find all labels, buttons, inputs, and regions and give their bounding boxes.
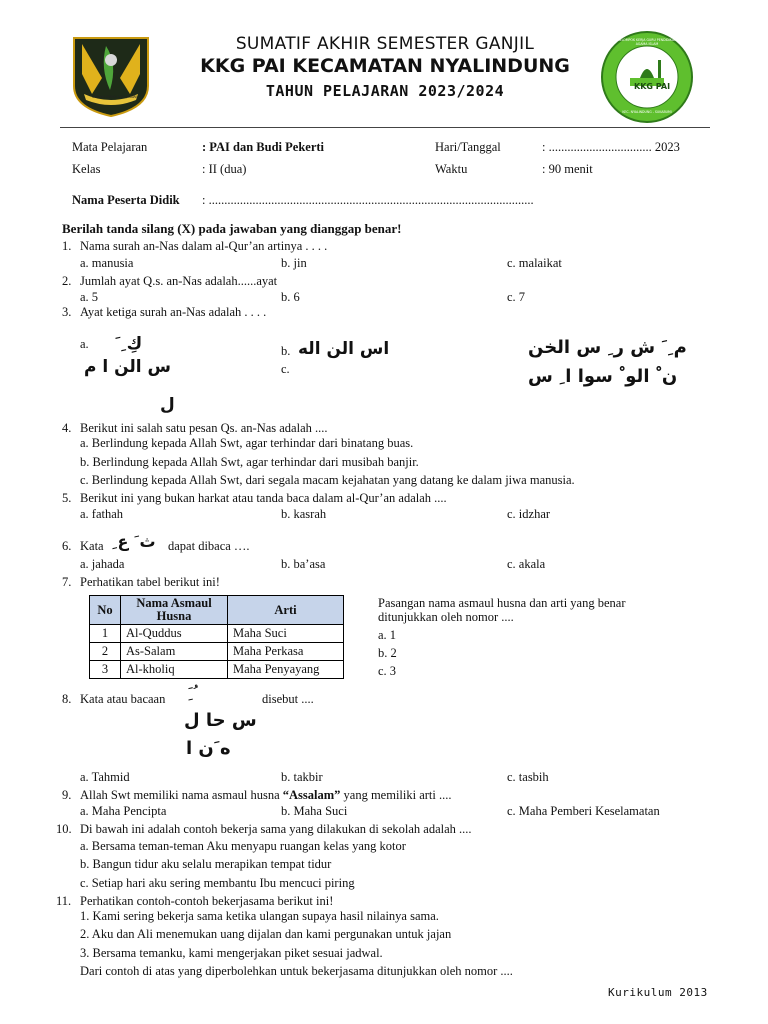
table-header-row <box>90 596 344 625</box>
header-divider <box>60 127 710 128</box>
q9-bold-term: “Assalam” <box>282 788 341 802</box>
subject-value: : PAI dan Budi Pekerti <box>202 140 324 154</box>
q6-option-a[interactable]: a. jahada <box>80 557 125 571</box>
q1-option-b[interactable]: b. jin <box>281 256 307 270</box>
question-8: 8. Kata atau bacaan <box>62 692 166 706</box>
header-title-2: KKG PAI KECAMATAN NYALINDUNG <box>200 55 570 77</box>
subject-label: Mata Pelajaran <box>72 140 148 154</box>
q7-option-a[interactable]: a. 1 <box>378 628 397 642</box>
table-row: 3 Al-kholiq Maha Penyayang <box>90 661 344 679</box>
q6-option-c[interactable]: c. akala <box>507 557 546 571</box>
q6-arabic-word: ث َ ع ِ <box>112 532 156 551</box>
q3-arabic-a-line1: كِ ِ َ <box>115 334 143 354</box>
q10-option-c[interactable]: c. Setiap hari aku sering membantu Ibu mencuci piring <box>80 876 355 890</box>
table-header-no: No <box>90 596 121 625</box>
instruction: Berilah tanda silang (X) pada jawaban yang dianggap benar! <box>62 221 402 236</box>
q3-arabic-c-line2: ن ْ الو ْ سوا ا ِ س <box>528 366 678 387</box>
q3-option-a[interactable]: a. <box>80 337 89 351</box>
question-1: 1. Nama surah an-Nas dalam al-Qur’an artinya . . . . <box>62 239 328 253</box>
q8-arabic-harakat: ِ َ ُ <box>188 684 199 702</box>
q1-option-a[interactable]: a. manusia <box>80 256 134 270</box>
header-title-1: SUMATIF AKHIR SEMESTER GANJIL <box>235 34 535 54</box>
q3-option-c[interactable]: c. <box>281 362 290 376</box>
q7-option-c[interactable]: c. 3 <box>378 664 397 678</box>
kkg-logo-bottom-text: KEC. NYALINDUNG - SUKABUMI <box>622 110 672 114</box>
class-label: Kelas <box>72 162 101 176</box>
q2-option-b[interactable]: b. 6 <box>281 290 300 304</box>
table-row: 1 Al-Quddus Maha Suci <box>90 625 344 643</box>
q1-option-c[interactable]: c. malaikat <box>507 256 562 270</box>
class-value: : II (dua) <box>202 162 247 176</box>
table-header-meaning: Arti <box>228 596 344 625</box>
student-name-label: Nama Peserta Didik <box>72 193 180 207</box>
q3-arabic-a-line2: س الن ا م <box>84 357 172 377</box>
q11-tail: Dari contoh di atas yang diperbolehkan untuk bekerjasama ditunjukkan oleh nomor .... <box>80 964 513 978</box>
q8-option-b[interactable]: b. takbir <box>281 770 323 784</box>
table-row: 2 As-Salam Maha Perkasa <box>90 643 344 661</box>
student-name-field[interactable]: : ........................................................................................................ <box>202 193 534 207</box>
q3-arabic-a-line3: ل <box>160 395 175 415</box>
table-header-name: Nama Asmaul Husna <box>121 596 228 625</box>
q10-option-a[interactable]: a. Bersama teman-teman Aku menyapu ruangan kelas yang kotor <box>80 839 406 853</box>
q9-option-b[interactable]: b. Maha Suci <box>281 804 348 818</box>
q9-option-c[interactable]: c. Maha Pemberi Keselamatan <box>507 804 660 818</box>
time-value: : 90 menit <box>542 162 593 176</box>
question-6: 6. Kata <box>62 539 104 553</box>
header-title-3: TAHUN PELAJARAN 2023/2024 <box>265 82 505 100</box>
question-10: 10. Di bawah ini adalah contoh bekerja sama yang dilakukan di sekolah adalah .... <box>56 822 472 836</box>
asmaul-husna-table <box>89 595 344 679</box>
q11-item-3: 3. Bersama temanku, kami mengerjakan piket sesuai jadwal. <box>80 946 383 960</box>
q8-arabic-line2: ه َن ا <box>186 738 231 759</box>
kkg-pai-logo <box>600 30 694 124</box>
q9-option-a[interactable]: a. Maha Pencipta <box>80 804 167 818</box>
q3-option-b[interactable]: b. <box>281 344 291 358</box>
emblem-motto: GEMAH RIPAH LOH JINAWI <box>92 95 138 99</box>
question-3: 3. Ayat ketiga surah an-Nas adalah . . . . <box>62 305 267 319</box>
question-4: 4. Berikut ini salah satu pesan Qs. an-Nas adalah .... <box>62 421 328 435</box>
q4-option-c[interactable]: c. Berlindung kepada Allah Swt, dari segala macam kejahatan yang datang ke dalam jiwa manusia. <box>80 473 575 487</box>
day-value: : ................................. 2023 <box>542 140 680 154</box>
kkg-logo-text: KKG PAI <box>634 82 671 91</box>
curriculum-footer: Kurikulum 2013 <box>608 986 708 999</box>
question-11: 11. Perhatikan contoh-contoh bekerjasama berikut ini! <box>56 894 334 908</box>
q6-option-b[interactable]: b. ba’asa <box>281 557 326 571</box>
question-7: 7. Perhatikan tabel berikut ini! <box>62 575 220 589</box>
time-label: Waktu <box>435 162 468 176</box>
q6-text-after: dapat dibaca …. <box>168 539 250 553</box>
question-9: 9. Allah Swt memiliki nama asmaul husna “Assalam” yang memiliki arti .... <box>62 788 452 802</box>
q3-arabic-b: اس الن اله <box>298 339 390 359</box>
q7-option-b[interactable]: b. 2 <box>378 646 397 660</box>
q5-option-c[interactable]: c. idzhar <box>507 507 551 521</box>
q11-item-1: 1. Kami sering bekerja sama ketika ulangan supaya hasil nilainya sama. <box>80 909 439 923</box>
question-2: 2. Jumlah ayat Q.s. an-Nas adalah......ayat <box>62 274 278 288</box>
q2-option-a[interactable]: a. 5 <box>80 290 99 304</box>
day-label: Hari/Tanggal <box>435 140 501 154</box>
q10-option-b[interactable]: b. Bangun tidur aku selalu merapikan tempat tidur <box>80 857 332 871</box>
q5-option-a[interactable]: a. fathah <box>80 507 124 521</box>
q4-option-a[interactable]: a. Berlindung kepada Allah Swt, agar terhindar dari binatang buas. <box>80 436 414 450</box>
kkg-logo-ring-text: KELOMPOK KERJA GURU PENDIDIKAN AGAMA ISLAM <box>617 38 677 46</box>
q5-option-b[interactable]: b. kasrah <box>281 507 327 521</box>
question-5: 5. Berikut ini yang bukan harkat atau tanda baca dalam al-Qur’an adalah .... <box>62 491 447 505</box>
q2-option-c[interactable]: c. 7 <box>507 290 526 304</box>
q8-option-c[interactable]: c. tasbih <box>507 770 549 784</box>
q3-arabic-c-line1: م ِ َ ش ر ِ س الخن <box>528 337 687 358</box>
q8-option-a[interactable]: a. Tahmid <box>80 770 130 784</box>
q11-item-2: 2. Aku dan Ali menemukan uang dijalan dan kami pergunakan untuk jajan <box>80 927 452 941</box>
q8-arabic-line1: س حا ل <box>184 710 257 731</box>
q8-text-after: disebut .... <box>262 692 314 706</box>
q4-option-b[interactable]: b. Berlindung kepada Allah Swt, agar terhindar dari musibah banjir. <box>80 455 419 469</box>
q7-side-text: Pasangan nama asmaul husna dan arti yang benar ditunjukkan oleh nomor .... <box>378 596 626 624</box>
